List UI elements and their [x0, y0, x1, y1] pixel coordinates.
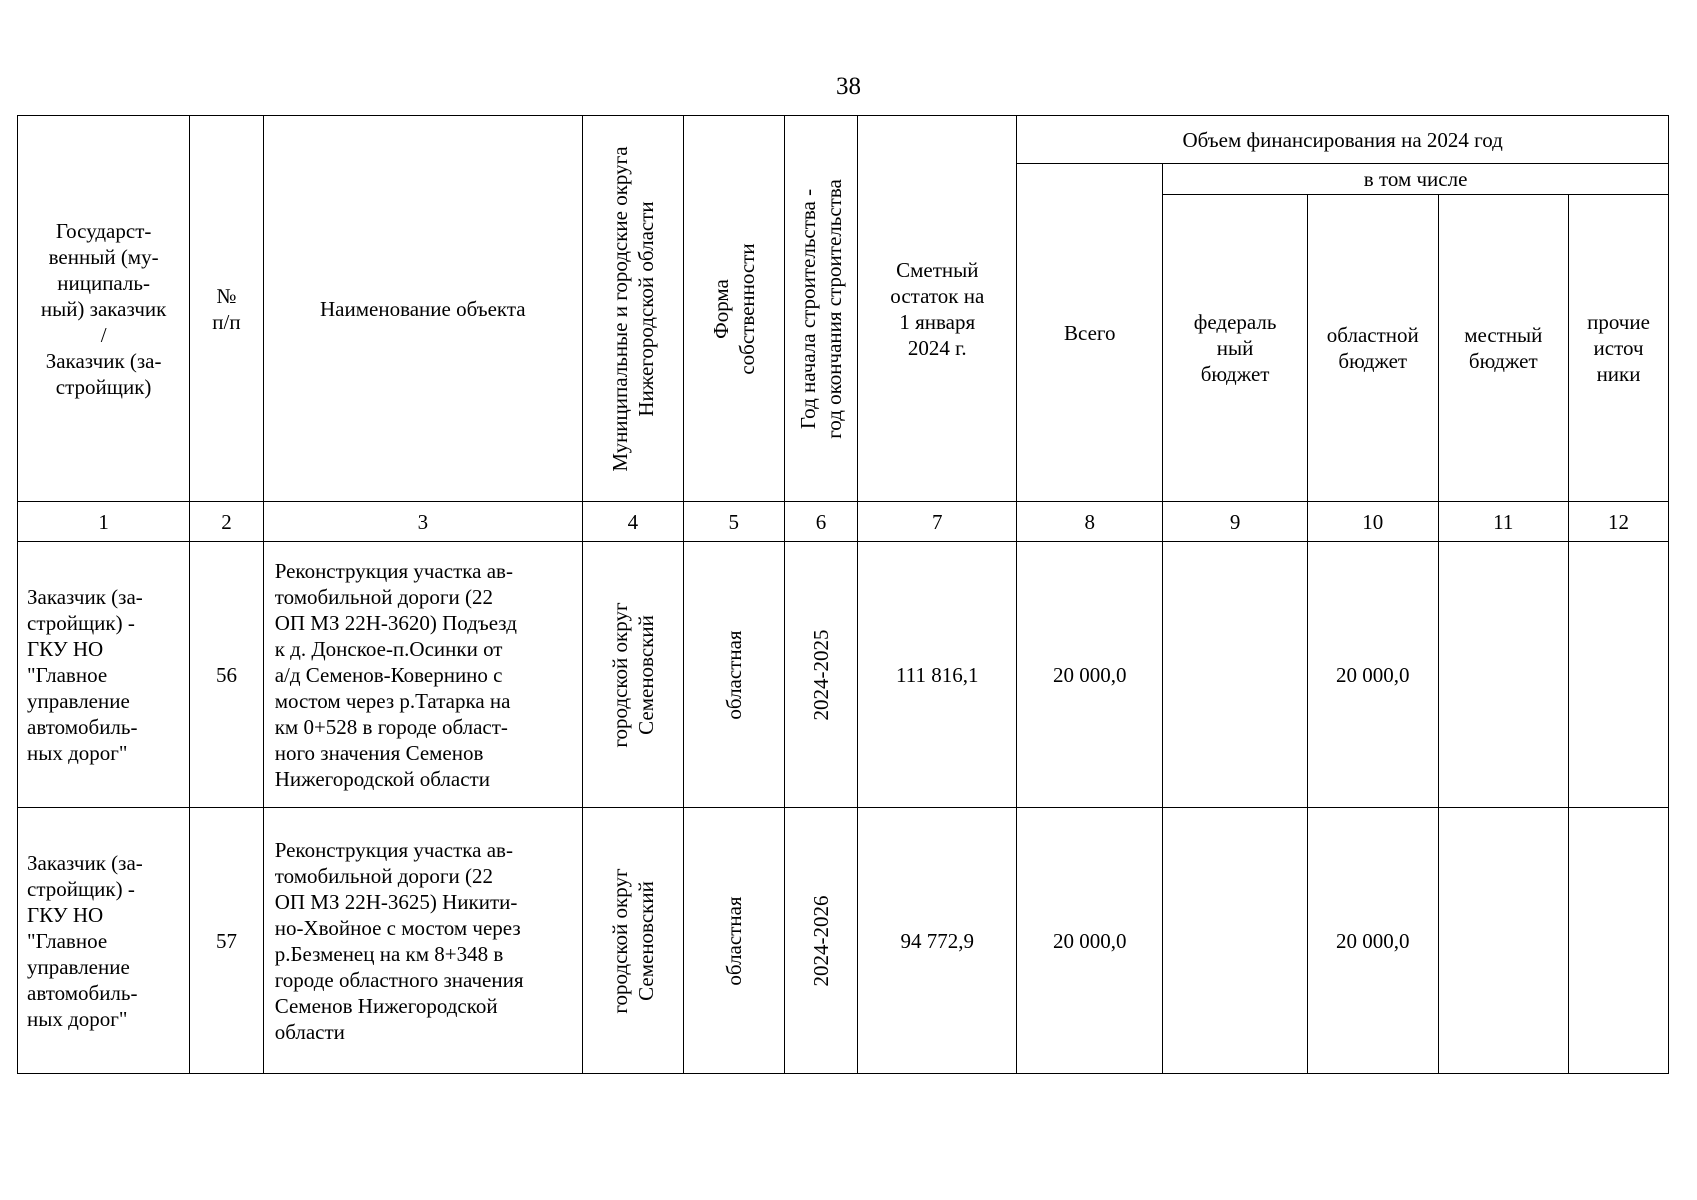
total-cell: 20 000,0 [1017, 542, 1163, 808]
federal-cell [1163, 808, 1308, 1074]
column-number: 11 [1438, 502, 1569, 542]
header-number: № п/п [190, 116, 263, 502]
column-number: 6 [784, 502, 857, 542]
column-number: 3 [263, 502, 582, 542]
row-number-cell: 57 [190, 808, 263, 1074]
header-federal-budget: федераль ный бюджет [1163, 195, 1308, 502]
header-customer: Государст- венный (му- ниципаль- ный) заказчик / Заказчик (за- стройщик) [18, 116, 190, 502]
header-object-name: Наименование объекта [263, 116, 582, 502]
column-number: 7 [858, 502, 1017, 542]
column-number: 8 [1017, 502, 1163, 542]
header-other-sources: прочие источ ники [1569, 195, 1669, 502]
table-row [18, 542, 1669, 808]
header-local-budget: местный бюджет [1438, 195, 1569, 502]
column-number: 12 [1569, 502, 1669, 542]
federal-cell [1163, 542, 1308, 808]
header-ownership-form: Форма собственности [683, 116, 784, 502]
object-name-cell: Реконструкция участка ав- томобильной дороги (22 ОП МЗ 22Н-3620) Подъезд к д. Донское-п.Осинки от а/д Семенов-Ковернино с мостом через р.Татарка на км 0+528 в городе област- ного значения Семенов Нижегородской области [263, 542, 582, 808]
header-regional-budget: областной бюджет [1308, 195, 1439, 502]
estimate-cell: 94 772,9 [858, 808, 1017, 1074]
object-name-cell: Реконструкция участка ав- томобильной дороги (22 ОП МЗ 22Н-3625) Никити- но-Хвойное с мостом через р.Безменец на км 8+348 в городе областного значения Семенов Нижегородской области [263, 808, 582, 1074]
years-cell: 2024-2025 [784, 542, 857, 808]
column-number-row [18, 502, 1669, 542]
customer-cell: Заказчик (за- стройщик) - ГКУ НО "Главное управление автомобиль- ных дорог" [18, 808, 190, 1074]
row-number-cell: 56 [190, 542, 263, 808]
local-cell [1438, 808, 1569, 1074]
header-total: Всего [1017, 164, 1163, 502]
table-row [18, 808, 1669, 1074]
column-number: 5 [683, 502, 784, 542]
column-number: 2 [190, 502, 263, 542]
years-cell: 2024-2026 [784, 808, 857, 1074]
district-cell: городской округ Семеновский [582, 808, 683, 1074]
header-row-group [18, 116, 1669, 164]
financing-table [17, 115, 1669, 1074]
column-number: 4 [582, 502, 683, 542]
total-cell: 20 000,0 [1017, 808, 1163, 1074]
other-cell [1569, 542, 1669, 808]
other-cell [1569, 808, 1669, 1074]
ownership-cell: областная [683, 808, 784, 1074]
column-number: 9 [1163, 502, 1308, 542]
customer-cell: Заказчик (за- стройщик) - ГКУ НО "Главное управление автомобиль- ных дорог" [18, 542, 190, 808]
regional-cell: 20 000,0 [1308, 542, 1439, 808]
header-including: в том числе [1163, 164, 1669, 195]
column-number: 10 [1308, 502, 1439, 542]
header-municipal-districts: Муниципальные и городские округа Нижегородской области [582, 116, 683, 502]
local-cell [1438, 542, 1569, 808]
header-estimate-balance: Сметный остаток на 1 января 2024 г. [858, 116, 1017, 502]
page-number: 38 [836, 73, 861, 100]
column-number: 1 [18, 502, 190, 542]
estimate-cell: 111 816,1 [858, 542, 1017, 808]
district-cell: городской округ Семеновский [582, 542, 683, 808]
ownership-cell: областная [683, 542, 784, 808]
regional-cell: 20 000,0 [1308, 808, 1439, 1074]
header-construction-years: Год начала строительства - год окончания строительства [784, 116, 857, 502]
header-financing-group: Объем финансирования на 2024 год [1017, 116, 1669, 164]
